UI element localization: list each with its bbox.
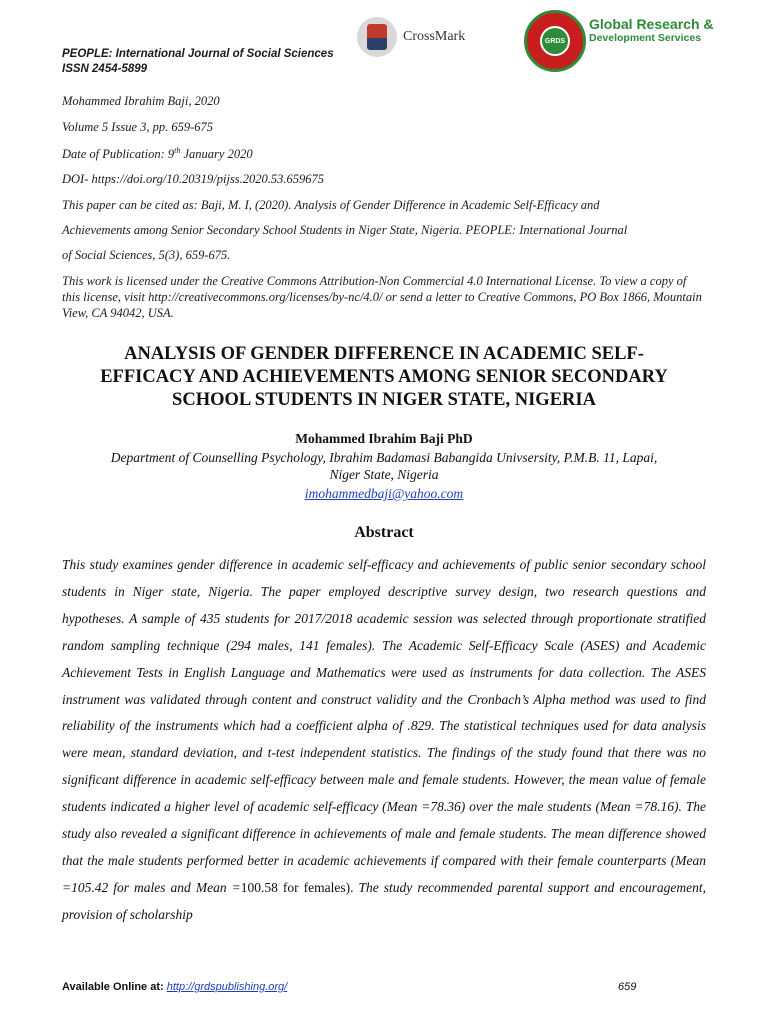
journal-header	[62, 47, 334, 77]
title-line-3: SCHOOL STUDENTS IN NIGER STATE, NIGERIA	[172, 390, 596, 410]
author-email-link[interactable]: imohammedbaji@yahoo.com	[304, 486, 464, 501]
citation-line-1: This paper can be cited as: Baji, M. I, (2020). Analysis of Gender Difference in Academic Self-Efficacy and	[62, 198, 600, 212]
citation-line-3: of Social Sciences, 5(3), 659-675.	[62, 248, 231, 262]
journal-issn: ISSN 2454-5899	[62, 63, 148, 75]
license-notice: This work is licensed under the Creative Commons Attribution-Non Commercial 4.0 International License. To view a copy of this license, visit http://creativecommons.org/licenses/by-nc/4.0/ or send a letter to Creative Commons, PO Box 1866, Mountain View, CA 94042, USA.	[62, 274, 702, 320]
publisher-name-line2: Development Services	[589, 32, 702, 44]
abstract-text-end: The study recommended parental support and encouragement, provision of scholarship	[62, 879, 706, 922]
volume-info: Volume 5 Issue 3, pp. 659-675	[62, 120, 214, 134]
grds-seal-text: GRDS	[544, 38, 566, 45]
title-line-2: EFFICACY AND ACHIEVEMENTS AMONG SENIOR SECONDARY	[100, 367, 668, 387]
doi[interactable]: DOI- https://doi.org/10.20319/pijss.2020.53.659675	[62, 172, 325, 186]
publication-date: Date of Publication: 9th January 2020	[62, 146, 253, 162]
grds-seal-icon	[524, 10, 586, 72]
publisher-logo	[524, 10, 714, 72]
citation-line-2: Achievements among Senior Secondary School Students in Niger State, Nigeria. PEOPLE: International Journal	[62, 223, 628, 237]
paper-title	[40, 343, 728, 412]
crossmark-label: CrossMark	[403, 29, 466, 44]
author-affiliation	[40, 449, 728, 483]
abstract-value: 100.58	[240, 879, 278, 895]
abstract-body	[62, 552, 706, 929]
crossmark-badge[interactable]	[357, 17, 465, 57]
abstract-text: This study examines gender difference in academic self-efficacy and achievements of public senior secondary school students in Niger state, Nigeria. The paper employed descriptive survey design, two research questions and hypotheses. A sample of 435 students for 2017/2018 academic session was selected through proportionate stratified random sampling technique (294 males, 141 females). The Academic Self-Efficacy Scale (ASES) and Academic Achievement Tests in English Language and Mathematics were used as instruments for data collection. The ASES instrument was validated through content and construct validity and the Cronbach’s Alpha method was used to find reliability of the instruments which had a coefficient alpha of .829. The statistical techniques used for data analysis were mean, standard deviation, and t-test independent statistics. The findings of the study found that there was no significant difference in academic self-efficacy between male and female students. However, the mean value of female students indicated a higher level of academic self-efficacy (Mean =78.36) over the male students (Mean =78.16). The study also revealed a significant difference in achievements of male and female students. The mean difference showed that the male students performed better in academic achievements if compared with their female counterparts (Mean =105.42 for males and Mean =	[62, 557, 706, 895]
footer-label: Available Online at:	[62, 981, 164, 993]
page-footer	[62, 981, 287, 993]
crossmark-icon	[357, 17, 397, 57]
author-name: Mohammed Ibrahim Baji PhD	[295, 431, 473, 446]
publisher-name-line1: Global Research &	[589, 16, 714, 32]
abstract-heading: Abstract	[354, 524, 414, 541]
affiliation-line-2: Niger State, Nigeria	[329, 467, 439, 482]
abstract-text-upright: for females).	[282, 879, 354, 895]
journal-name: PEOPLE: International Journal of Social Sciences	[62, 48, 334, 60]
publisher-link[interactable]: http://grdspublishing.org/	[166, 981, 288, 993]
title-line-1: ANALYSIS OF GENDER DIFFERENCE IN ACADEMIC SELF-	[124, 344, 644, 364]
page-number: 659	[618, 981, 637, 993]
author-year: Mohammed Ibrahim Baji, 2020	[62, 94, 220, 108]
affiliation-line-1: Department of Counselling Psychology, Ibrahim Badamasi Babangida Univsersity, P.M.B. 11, Lapai,	[110, 450, 658, 465]
